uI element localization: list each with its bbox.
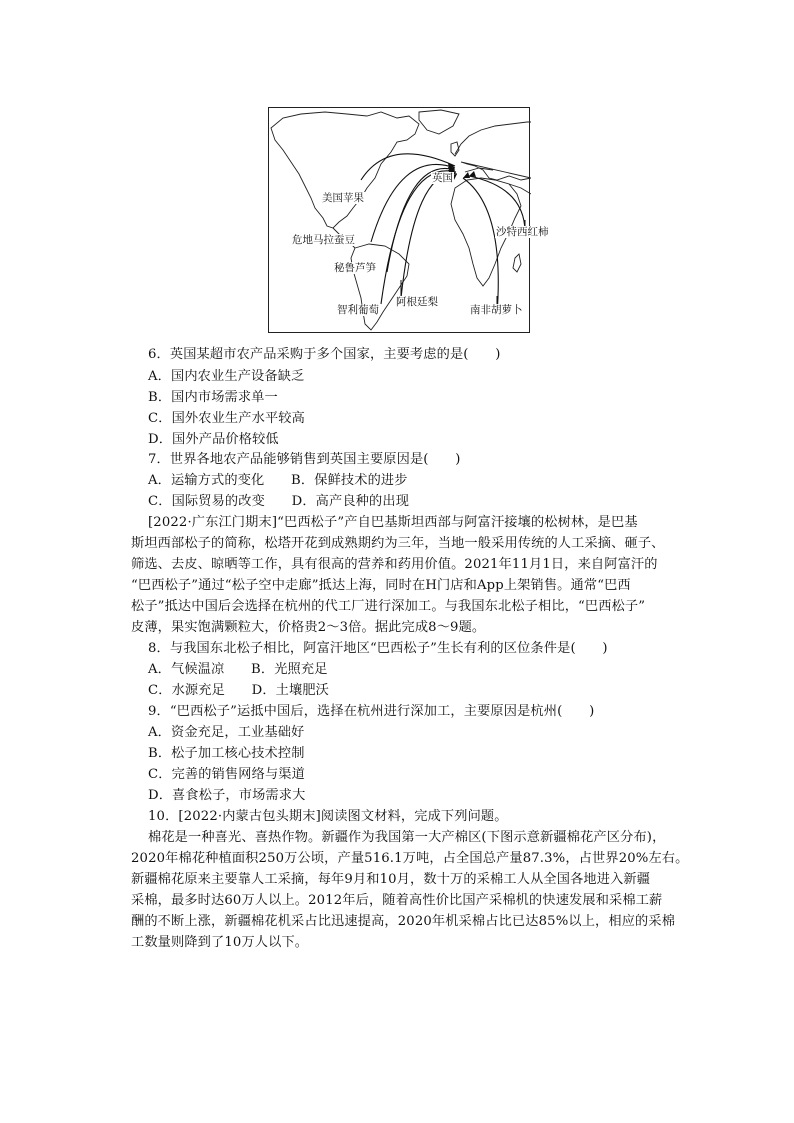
map-label-us-apple: 美国苹果 <box>322 192 364 204</box>
question-7-options-cd: C．国际贸易的改变 D．高产良种的出现 <box>148 494 410 509</box>
map-label-argentina: 阿根廷梨 <box>396 296 438 308</box>
question-9-option-c: C．完善的销售网络与渠道 <box>148 767 305 782</box>
map-label-saudi: 沙特西红柿 <box>496 226 549 238</box>
passage-1-line-6: 皮薄，果实饱满颗粒大，价格贵2～3倍。据此完成8～9题。 <box>131 620 486 635</box>
question-10-stem: 10．[2022·内蒙古包头期末]阅读图文材料，完成下列问题。 <box>148 809 508 824</box>
question-7-stem: 7．世界各地农产品能够销售到英国主要原因是( ) <box>148 452 461 467</box>
map-label-guatemala: 危地马拉蚕豆 <box>292 234 355 246</box>
passage-1-line-4: “巴西松子”通过“松子空中走廊”抵达上海，同时在H门店和App上架销售。通常“巴西 <box>131 578 631 593</box>
passage-1-line-1: [2022·广东江门期末]“巴西松子”产自巴基斯坦西部与阿富汗接壤的松树林，是巴基 <box>148 515 638 530</box>
question-8-options-ab: A．气候温凉 B．光照充足 <box>148 662 328 677</box>
question-6-stem: 6．英国某超市农产品采购于多个国家，主要考虑的是( ) <box>148 347 501 362</box>
passage-1-line-3: 筛选、去皮、晾晒等工作，具有很高的营养和药用价值。2021年11月1日，来自阿富汗的 <box>131 557 658 572</box>
passage-1-line-2: 斯坦西部松子的简称，松塔开花到成熟期约为三年，当地一般采用传统的人工采摘、砸子、 <box>131 536 665 551</box>
map-label-south-africa: 南非胡萝卜 <box>470 304 523 316</box>
question-6-option-b: B．国内市场需求单一 <box>148 390 278 405</box>
question-9-stem: 9．“巴西松子”运抵中国后，选择在杭州进行深加工，主要原因是杭州( ) <box>148 704 595 719</box>
passage-2-line-4: 采棉，最多时达60万人以上。2012年后，随着高性价比国产采棉机的快速发展和采棉工薪 <box>131 893 663 908</box>
question-9-option-a: A．资金充足，工业基础好 <box>148 725 305 740</box>
question-6-option-a: A．国内农业生产设备缺乏 <box>148 369 305 384</box>
question-6-option-c: C．国外农业生产水平较高 <box>148 411 305 426</box>
passage-2-line-2: 2020年棉花种植面积250万公顷，产量516.1万吨，占全国总产量87.3%，占世界20%左右。 <box>131 851 689 866</box>
map-label-chile: 智利葡萄 <box>337 304 379 316</box>
passage-2-line-5: 酬的不断上涨，新疆棉花机采占比迅速提高，2020年机采棉占比已达85%以上，相应的采棉 <box>131 914 676 929</box>
passage-2-line-1: 棉花是一种喜光、喜热作物。新疆作为我国第一大产棉区(下图示意新疆棉花产区分布)， <box>148 830 666 845</box>
passage-1-line-5: 松子”抵达中国后会选择在杭州的代工厂进行深加工。与我国东北松子相比，“巴西松子” <box>131 599 646 614</box>
question-9-option-b: B．松子加工核心技术控制 <box>148 746 305 761</box>
trade-route-map <box>268 107 549 333</box>
question-9-option-d: D．喜食松子，市场需求大 <box>148 788 306 803</box>
map-label-uk: 英国 <box>432 172 453 184</box>
question-8-stem: 8．与我国东北松子相比，阿富汗地区“巴西松子”生长有利的区位条件是( ) <box>148 641 608 656</box>
question-7-options-ab: A．运输方式的变化 B．保鲜技术的进步 <box>148 473 408 488</box>
map-label-peru: 秘鲁芦笋 <box>334 262 376 274</box>
question-6-option-d: D．国外产品价格较低 <box>148 432 279 447</box>
passage-2-line-6: 工数量则降到了10万人以下。 <box>131 935 309 950</box>
question-8-options-cd: C．水源充足 D．土壤肥沃 <box>148 683 330 698</box>
passage-2-line-3: 新疆棉花原来主要靠人工采摘，每年9月和10月，数十万的采棉工人从全国各地进入新疆 <box>131 872 651 887</box>
